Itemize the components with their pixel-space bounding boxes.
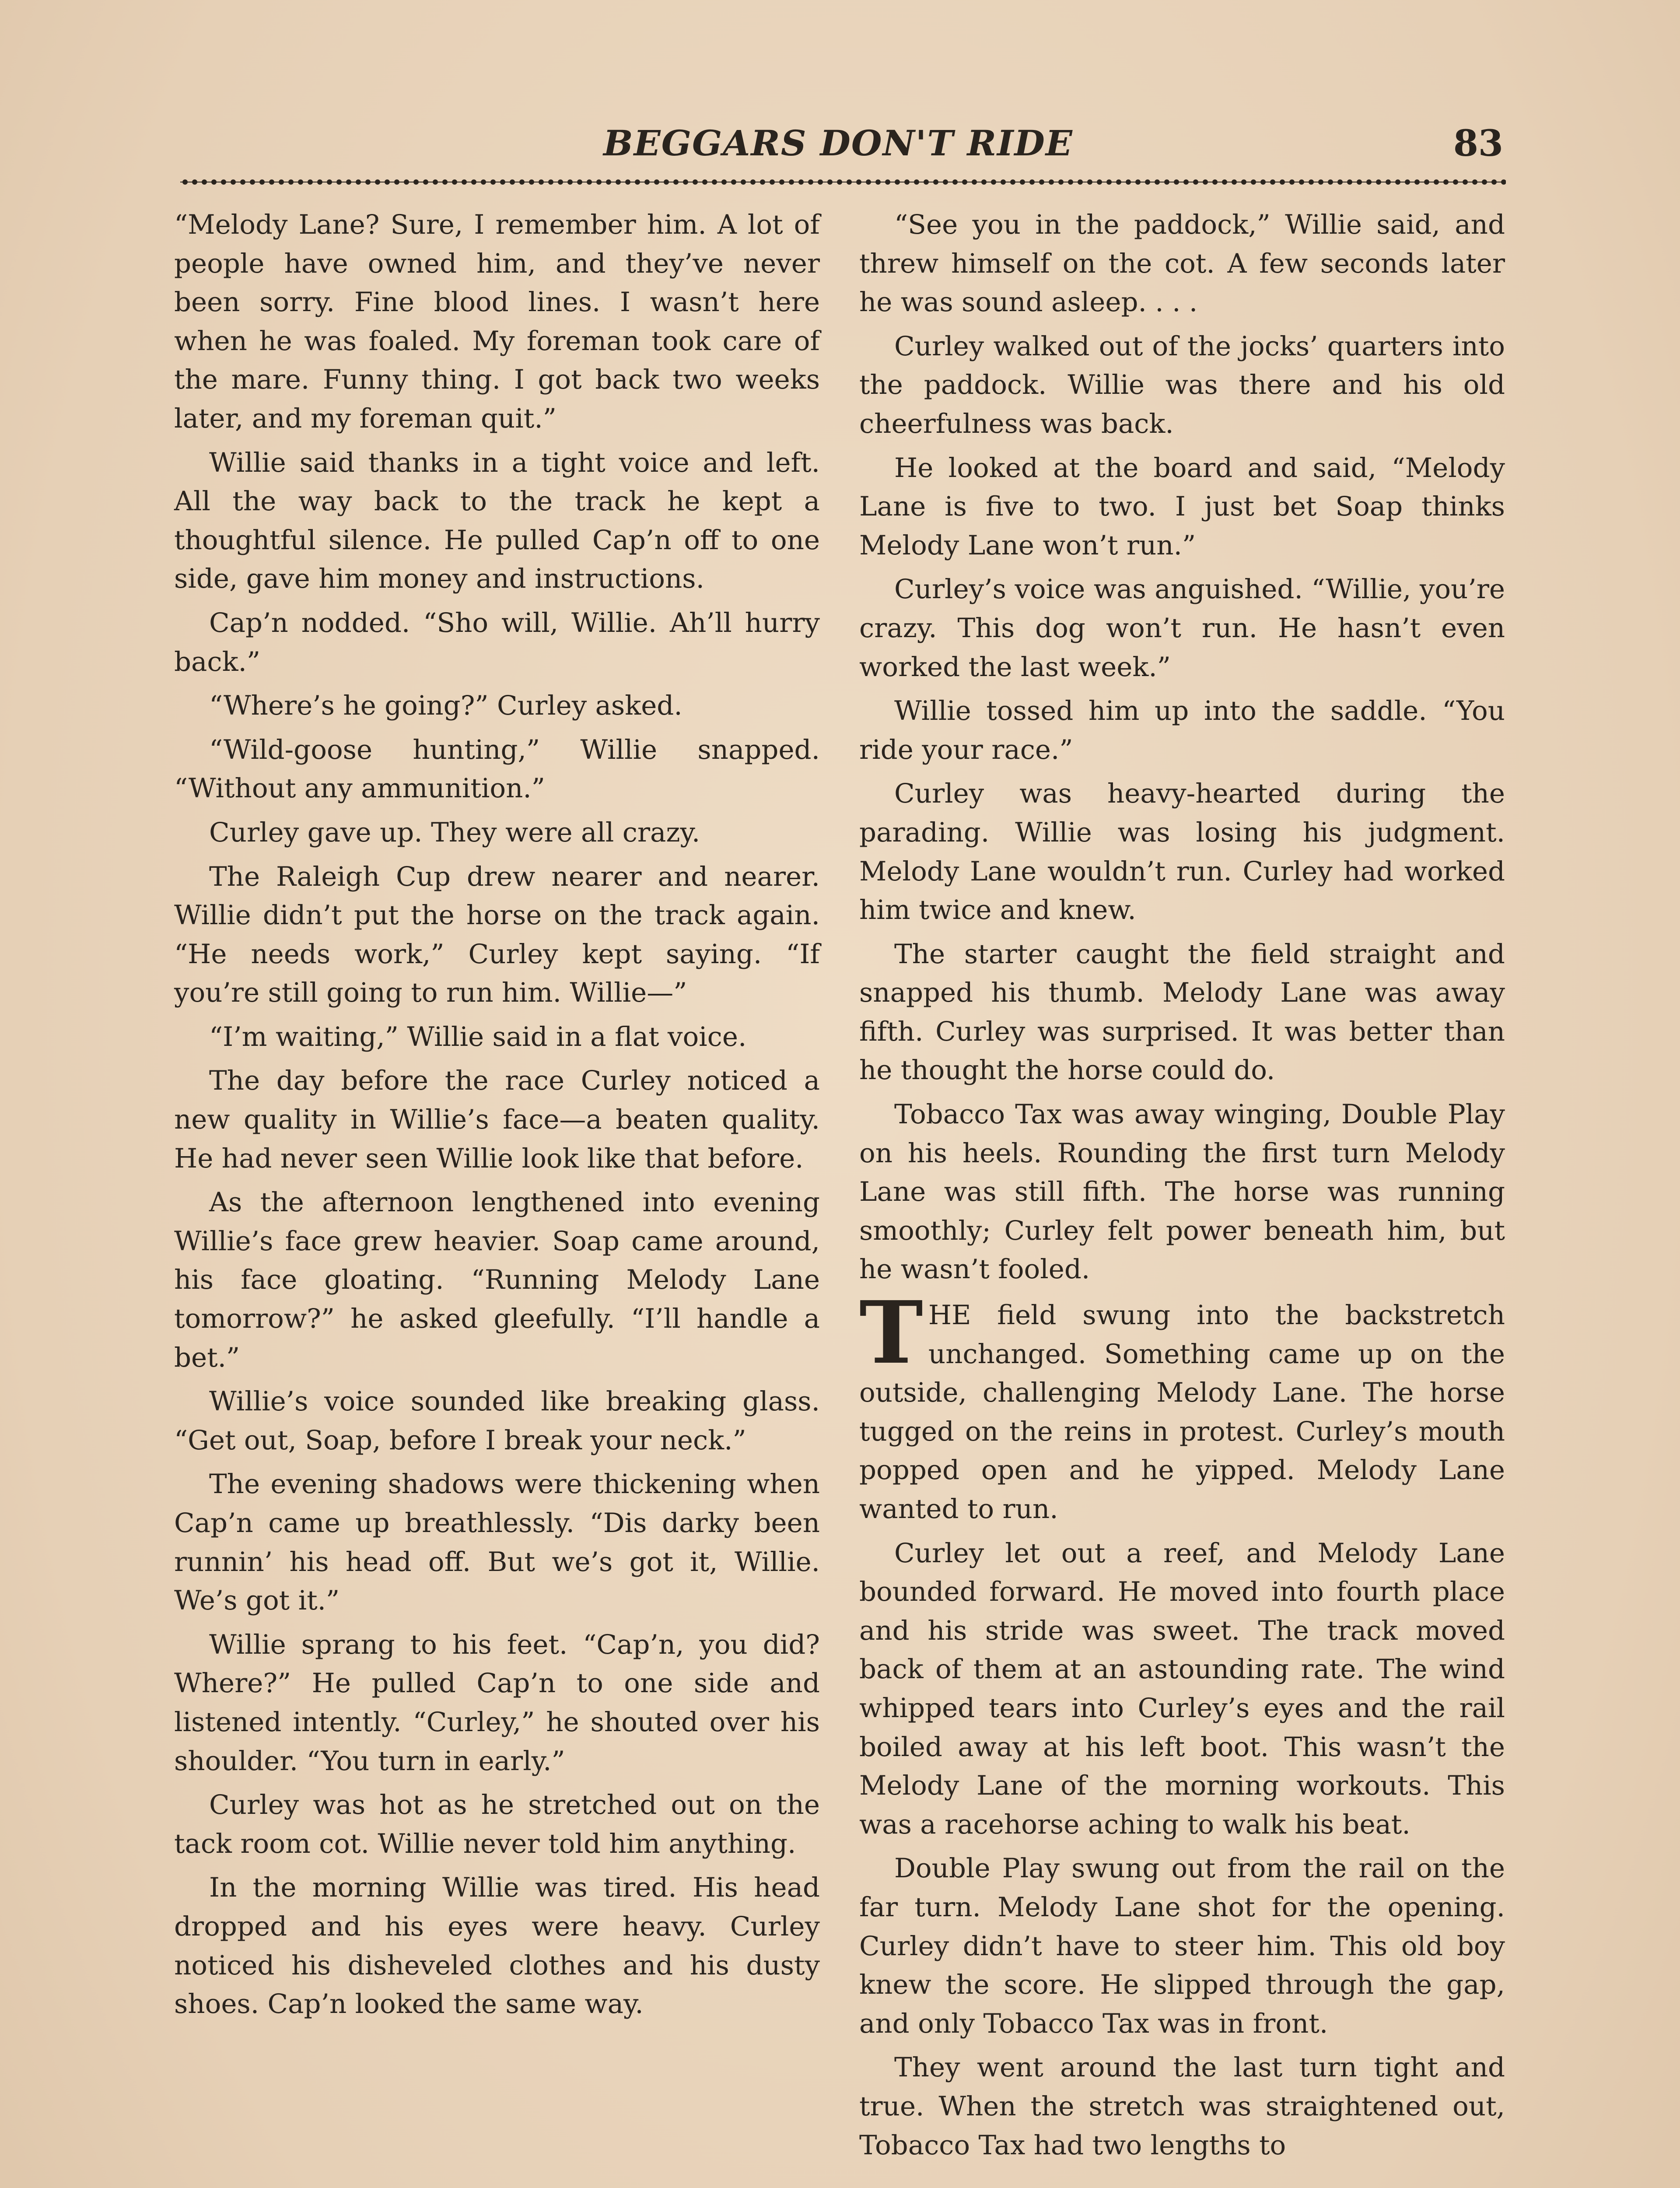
paragraph: Cap’n nodded. “Sho will, Willie. Ah’ll hurry back.” — [174, 607, 820, 677]
paragraph: He looked at the board and said, “Melody Lane is five to two. I just bet Soap thinks Melody Lane won’t run.” — [859, 452, 1505, 561]
right-column-bottom — [859, 1534, 1505, 2165]
paragraph: As the afternoon lengthened into evening Willie’s face grew heavier. Soap came around, his face gloating. “Running Melody Lane tomorrow?” he asked gleefully. “I’ll handle a bet.” — [174, 1187, 820, 1373]
paragraph: Willie sprang to his feet. “Cap’n, you did? Where?” He pulled Cap’n to one side and listened intently. “Curley,” he shouted over his shoulder. “You turn in early.” — [174, 1629, 820, 1777]
paragraph: The starter caught the field straight and snapped his thumb. Melody Lane was away fifth. Curley was surprised. It was better than he thought the horse could do. — [859, 938, 1505, 1086]
paragraph: Curley was heavy-hearted during the parading. Willie was losing his judgment. Melody Lane wouldn’t run. Curley had worked him twice and knew. — [859, 778, 1505, 926]
paragraph: In the morning Willie was tired. His head dropped and his eyes were heavy. Curley noticed his disheveled clothes and his dusty shoes. Cap’n looked the same way. — [174, 1872, 820, 2020]
paragraph: “Melody Lane? Sure, I remember him. A lot of people have owned him, and they’ve never been sorry. Fine blood lines. I wasn’t here when he was foaled. My foreman took care of the mare. Funny thing. I got back two weeks later, and my foreman quit.” — [174, 209, 820, 434]
paragraph: Willie said thanks in a tight voice and left. All the way back to the track he kept a thoughtful silence. He pulled Cap’n off to one side, gave him money and instructions. — [174, 447, 820, 595]
right-column — [859, 206, 1505, 2170]
paragraph: Curley let out a reef, and Melody Lane bounded forward. He moved into fourth place and his stride was sweet. The track moved back of them at an astounding rate. The wind whipped tears into Curley’s eyes and the rail boiled away at his left boot. This wasn’t the Melody Lane of the morning workouts. This was a racehorse aching to walk his beat. — [859, 1537, 1505, 1840]
section-opening-text: HE field swung into the backstretch unchanged. Something came up on the outside, challenging Melody Lane. The horse tugged on the reins in protest. Curley’s mouth popped open and he yipped. Melody Lane wanted to run. — [859, 1300, 1505, 1525]
paragraph: Double Play swung out from the rail on the far turn. Melody Lane shot for the opening. Curley didn’t have to steer him. This old boy knew the score. He slipped through the gap, and only Tobacco Tax was in front. — [859, 1853, 1505, 2039]
paragraph: “See you in the paddock,” Willie said, and threw himself on the cot. A few seconds later he was sound asleep. . . . — [859, 209, 1505, 318]
paragraph: The Raleigh Cup drew nearer and nearer. Willie didn’t put the horse on the track again. “He needs work,” Curley kept saying. “If you’re still going to run him. Willie—” — [174, 861, 820, 1009]
header-rule — [180, 179, 1506, 185]
drop-cap: T — [859, 1283, 923, 1384]
page-header — [173, 123, 1503, 171]
paragraph: Willie tossed him up into the saddle. “You ride your race.” — [859, 695, 1505, 765]
left-column — [174, 206, 820, 2029]
section-opening-paragraph — [859, 1283, 1505, 1529]
paragraph: Tobacco Tax was away winging, Double Play on his heels. Rounding the first turn Melody Lane was still fifth. The horse was running smoothly; Curley felt power beneath him, but he wasn’t fooled. — [859, 1099, 1505, 1285]
running-title: BEGGARS DON'T RIDE — [603, 123, 1073, 164]
paragraph: Curley gave up. They were all crazy. — [209, 817, 700, 848]
paragraph: Curley’s voice was anguished. “Willie, you’re crazy. This dog won’t run. He hasn’t even worked the last week.” — [859, 574, 1505, 683]
page-number: 83 — [1453, 123, 1503, 165]
paragraph: “I’m waiting,” Willie said in a flat voice. — [209, 1021, 747, 1052]
right-column-top — [859, 206, 1505, 1289]
paragraph: The day before the race Curley noticed a new quality in Willie’s face—a beaten quality. He had never seen Willie look like that before. — [174, 1065, 820, 1174]
paragraph: Curley was hot as he stretched out on the tack room cot. Willie never told him anything. — [174, 1789, 820, 1859]
paragraph: Willie’s voice sounded like breaking glass. “Get out, Soap, before I break your neck.” — [174, 1386, 820, 1456]
paragraph: Curley walked out of the jocks’ quarters into the paddock. Willie was there and his old cheerfulness was back. — [859, 330, 1505, 439]
paragraph: They went around the last turn tight and true. When the stretch was straightened out, Tobacco Tax had two lengths to — [859, 2052, 1505, 2161]
paragraph: “Wild-goose hunting,” Willie snapped. “Without any ammunition.” — [174, 734, 820, 804]
paragraph: “Where’s he going?” Curley asked. — [209, 690, 682, 722]
paragraph: The evening shadows were thickening when Cap’n came up breathlessly. “Dis darky been runnin’ his head off. But we’s got it, Willie. We’s got it.” — [174, 1469, 820, 1616]
